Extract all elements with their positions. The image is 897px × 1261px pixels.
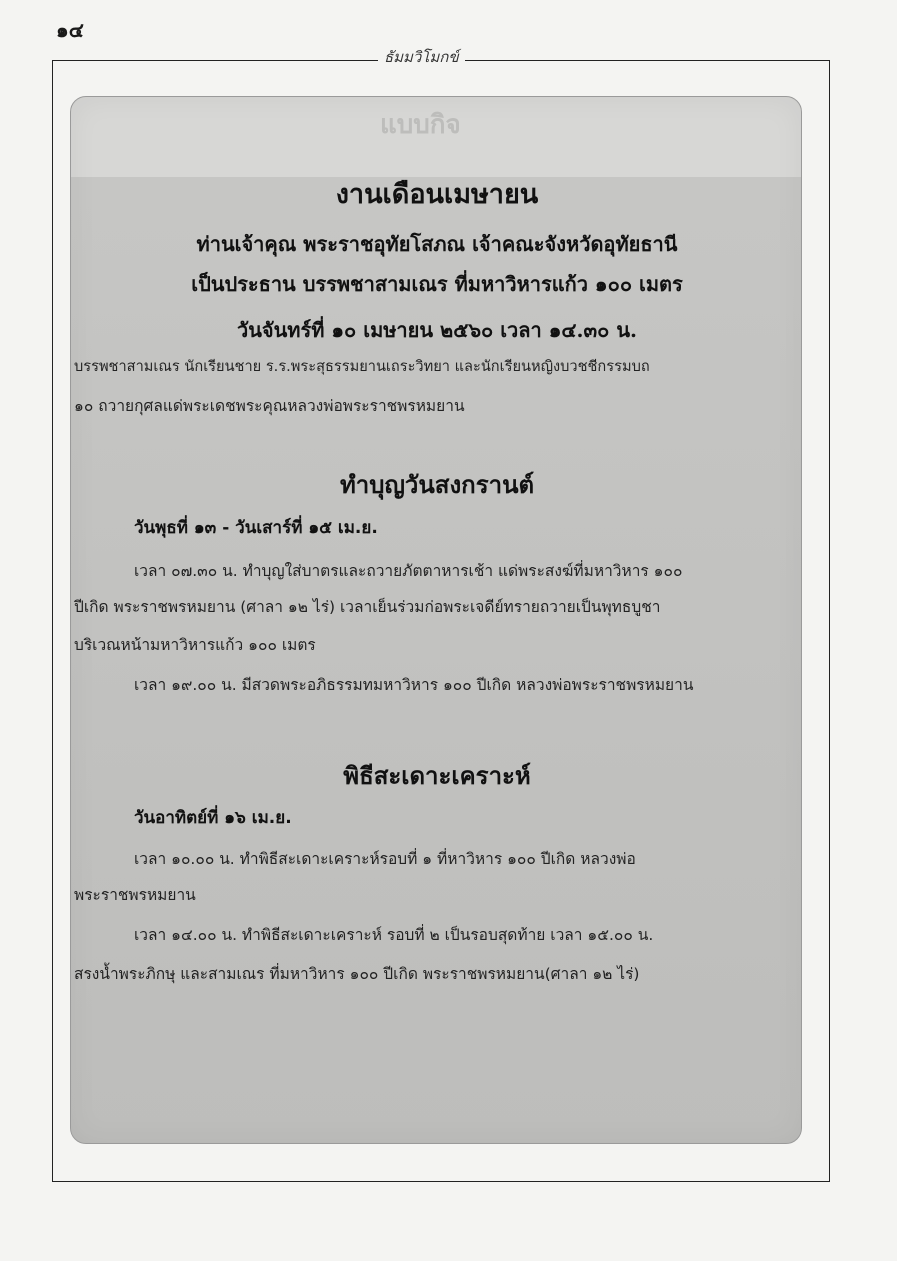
songkran-p2: เวลา ๑๙.๐๐ น. มีสวดพระอภิธรรมทมหาวิหาร ๑๐๐ ปีเกิด หลวงพ่อพระราชพรหมยาน — [134, 676, 694, 694]
background-title: แบบกิจ — [380, 110, 461, 140]
announcement-date: วันจันทร์ที่ ๑๐ เมษายน ๒๕๖๐ เวลา ๑๔.๓๐ น. — [237, 318, 637, 342]
songkran-date: วันพุธที่ ๑๓ - วันเสาร์ที่ ๑๕ เม.ย. — [134, 518, 378, 538]
announcement-line-2: เป็นประธาน บรรพชาสามเณร ที่มหาวิหารแก้ว ๑๐๐ เมตร — [191, 272, 683, 296]
announcement-body-1: บรรพชาสามเณร นักเรียนชาย ร.ร.พระสุธรรมยานเถระวิทยา และนักเรียนหญิงบวชชีกรรมบถ — [74, 358, 650, 375]
songkran-p1-line-2: ปีเกิด พระราชพรหมยาน (ศาลา ๑๒ ไร่) เวลาเย็นร่วมก่อพระเจดีย์ทรายถวายเป็นพุทธบูชา — [74, 598, 661, 616]
ceremony-date: วันอาทิตย์ที่ ๑๖ เม.ย. — [134, 808, 292, 828]
songkran-p1-line-1: เวลา ๐๗.๓๐ น. ทำบุญใส่บาตรและถวายภัตตาหารเช้า แด่พระสงฆ์ที่มหาวิหาร ๑๐๐ — [134, 562, 683, 580]
announcement-title: งานเดือนเมษายน — [335, 179, 539, 210]
ceremony-p2-line-1: เวลา ๑๔.๐๐ น. ทำพิธีสะเดาะเคราะห์ รอบที่ ๒ เป็นรอบสุดท้าย เวลา ๑๕.๐๐ น. — [134, 926, 654, 944]
ceremony-title: พิธีสะเดาะเคราะห์ — [343, 761, 531, 790]
announcement-body-2: ๑๐ ถวายกุศลแด่พระเดชพระคุณหลวงพ่อพระราชพรหมยาน — [74, 397, 465, 415]
songkran-p1-line-3: บริเวณหน้ามหาวิหารแก้ว ๑๐๐ เมตร — [74, 636, 316, 654]
ceremony-p2-line-2: สรงน้ำพระภิกษุ และสามเณร ที่มหาวิหาร ๑๐๐ ปีเกิด พระราชพรหมยาน(ศาลา ๑๒ ไร่) — [74, 965, 640, 983]
page-number: ๑๔ — [56, 18, 84, 42]
ceremony-p1-line-2: พระราชพรหมยาน — [74, 886, 196, 904]
songkran-title: ทำบุญวันสงกรานต์ — [339, 470, 535, 499]
running-head: ธัมมวิโมกข์ — [378, 45, 465, 69]
announcement-line-1: ท่านเจ้าคุณ พระราชอุทัยโสภณ เจ้าคณะจังหวัดอุทัยธานี — [196, 232, 678, 256]
ceremony-p1-line-1: เวลา ๑๐.๐๐ น. ทำพิธีสะเดาะเคราะห์รอบที่ ๑ ที่หาวิหาร ๑๐๐ ปีเกิด หลวงพ่อ — [134, 850, 636, 868]
